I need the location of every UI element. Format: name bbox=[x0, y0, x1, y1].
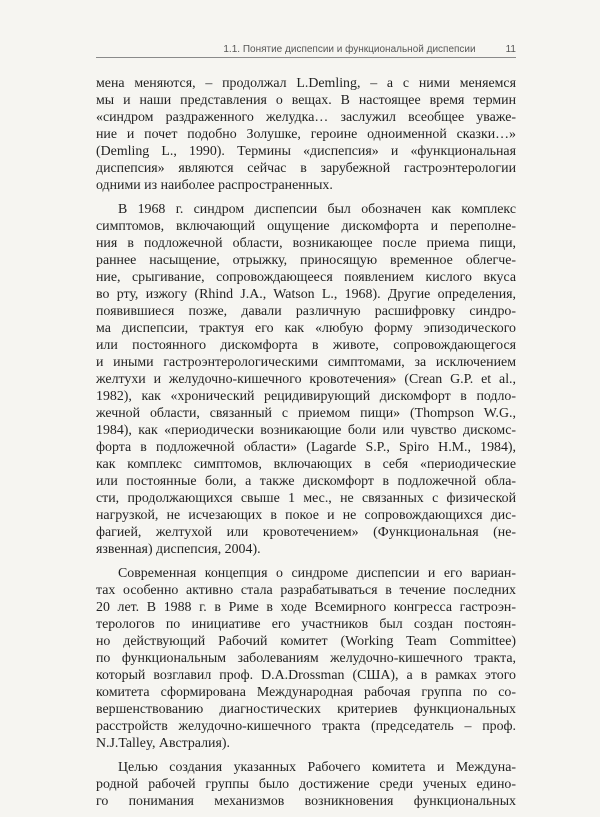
paragraph bbox=[96, 201, 516, 558]
text-line: родной рабочей группы было достижение среди ученых едино- bbox=[96, 777, 516, 792]
text-line: го понимания механизмов возникновения функциональных bbox=[96, 794, 516, 809]
text-line: появившиеся позже, давали различную расшифровку синдро- bbox=[96, 304, 516, 319]
text-line: но действующий Рабочий комитет (Working Team Committee) bbox=[96, 634, 516, 649]
text-line: симптомов, включающий ощущение дискомфорта и переполне- bbox=[96, 219, 516, 234]
header-title: 1.1. Понятие диспепсии и функциональной диспепсии bbox=[223, 44, 476, 55]
text-line: тах особенно активно стала разрабатываться в течение последних bbox=[96, 583, 516, 598]
text-line: 1984), как «периодически возникающие боли или чувство дискомс- bbox=[96, 423, 516, 438]
text-line: мена меняются, – продолжал L.Demling, – а с ними меняемся bbox=[96, 76, 516, 91]
text-line: «синдром раздраженного желудка… заслужил всеобщее уваже- bbox=[96, 110, 516, 125]
text-line: 1982), как «хронический рецидивирующий дискомфорт в подло- bbox=[96, 389, 516, 404]
text-line: вершенствованию диагностических критериев функциональных bbox=[96, 702, 516, 717]
text-line: комитета сформирована Международная рабочая группа по со- bbox=[96, 685, 516, 700]
text-line: (Demling L., 1990). Термины «диспепсия» и «функциональная bbox=[96, 144, 516, 159]
text-line: одними из наиболее распространенных. bbox=[96, 178, 333, 193]
text-line: который возглавил проф. D.A.Drossman (США), а в рамках этого bbox=[96, 668, 516, 683]
text-line: ния в подложечной области, возникающее после приема пищи, bbox=[96, 236, 516, 251]
text-line: раннее насыщение, отрыжку, приносящую временное облегче- bbox=[96, 253, 516, 268]
text-line: как комплекс симптомов, включающих в себя «периодические bbox=[96, 457, 516, 472]
text-line: диспепсия» являются сейчас в зарубежной гастроэнтерологии bbox=[96, 161, 516, 176]
text-line: Целью создания указанных Рабочего комитета и Междуна- bbox=[118, 760, 516, 775]
text-line: В 1968 г. синдром диспепсии был обозначен как комплекс bbox=[118, 202, 516, 217]
text-line: форта в подложечной области» (Lagarde S.P., Spiro H.M., 1984), bbox=[96, 440, 516, 455]
text-line: или постоянного дискомфорта в животе, сопровождающегося bbox=[96, 338, 516, 353]
text-line: N.J.Talley, Австралия). bbox=[96, 736, 230, 751]
page-number: 11 bbox=[505, 44, 516, 55]
paragraph bbox=[96, 759, 516, 810]
text-line: ние, срыгивание, сопровождающееся появлением кислого вкуса bbox=[96, 270, 516, 285]
text-line: или постоянные боли, а также дискомфорт в подложечной обла- bbox=[96, 474, 516, 489]
page-body bbox=[96, 75, 516, 817]
text-line: во рту, изжогу (Rhind J.A., Watson L., 1968). Другие определения, bbox=[96, 287, 516, 302]
text-line: мы и наши представления о вещах. В настоящее время термин bbox=[96, 93, 516, 108]
text-line: жечной области, связанный с приемом пищи» (Thompson W.G., bbox=[96, 406, 516, 421]
text-line: ма диспепсии, трактуя его как «любую форму эпизодического bbox=[96, 321, 516, 336]
text-line: Современная концепция о синдроме диспепсии и его вариан- bbox=[118, 566, 516, 581]
text-line: язвенная) диспепсия, 2004). bbox=[96, 542, 261, 557]
text-line: желтухи и желудочно-кишечного кровотечения» (Crean G.P. et al., bbox=[96, 372, 516, 387]
paragraph bbox=[96, 75, 516, 194]
text-line: сти, продолжающихся свыше 1 мес., не связанных с физической bbox=[96, 491, 516, 506]
text-line: по функциональным заболеваниям желудочно-кишечного тракта, bbox=[96, 651, 516, 666]
paragraph bbox=[96, 565, 516, 752]
text-line: терологов по инициативе его участников был создан постоян- bbox=[96, 617, 516, 632]
text-line: 20 лет. В 1988 г. в Риме в ходе Всемирного конгресса гастроэн- bbox=[96, 600, 516, 615]
running-header bbox=[96, 41, 516, 58]
text-line: нагрузкой, не исчезающих в покое и не сопровождающихся дис- bbox=[96, 508, 516, 523]
text-line: ние и почет подобно Золушке, героине одноименной сказки…» bbox=[96, 127, 516, 142]
text-line: и иными гастроэнтерологическими симптомами, за исключением bbox=[96, 355, 516, 370]
text-line: фагией, желтухой или кровотечением» (Функциональная (не- bbox=[96, 525, 516, 540]
text-line: расстройств желудочно-кишечного тракта (председатель – проф. bbox=[96, 719, 516, 734]
